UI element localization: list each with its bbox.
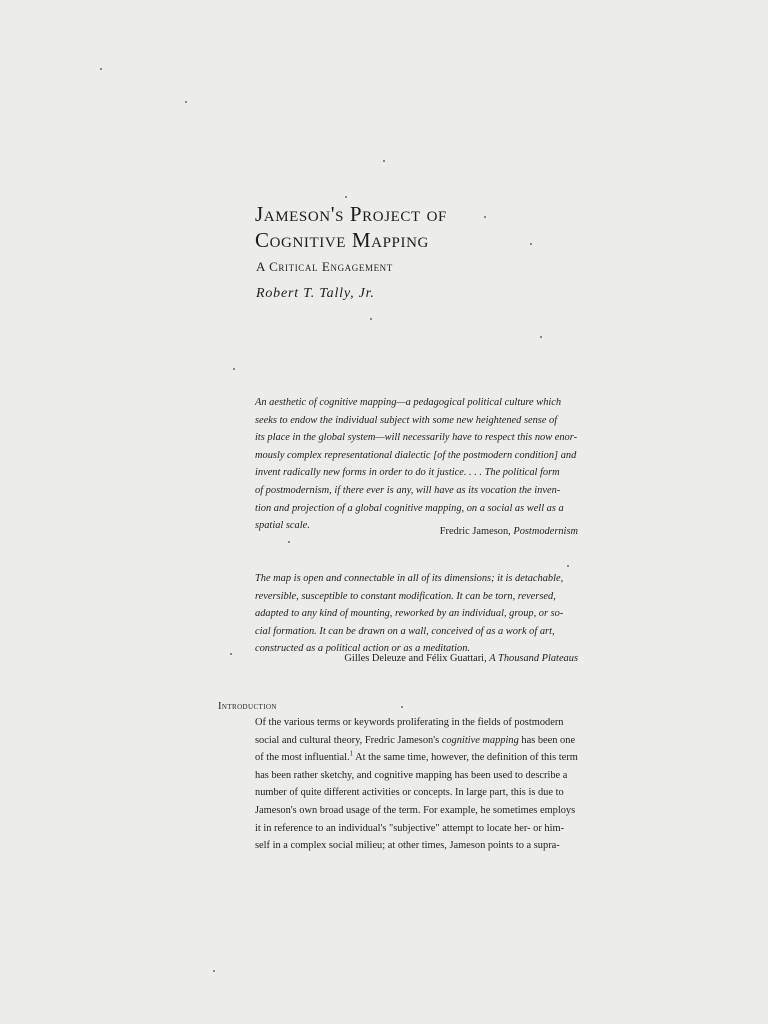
epigraph-line: adapted to any kind of mounting, reworked by an individual, group, or so- (255, 608, 564, 620)
epigraph-line: constructed as a political action or as a meditation. (255, 643, 471, 655)
body-line: Jameson's own broad usage of the term. For example, he sometimes employs (255, 804, 576, 816)
scan-speck (233, 368, 235, 370)
scan-speck (383, 160, 385, 162)
scan-speck (345, 196, 347, 198)
epigraph-line: spatial scale. (255, 520, 310, 532)
body-text-run: social and cultural theory, Fredric Jameson's (255, 734, 442, 746)
scan-speck (530, 243, 532, 245)
body-line: self in a complex social milieu; at other times, Jameson points to a supra- (255, 840, 560, 852)
scan-speck (230, 653, 232, 655)
epigraph-line: tion and projection of a global cognitive mapping, on a social as well as a (255, 502, 564, 514)
article-title-line-2: Cognitive Mapping (255, 228, 429, 252)
body-text-run: At the same time, however, the definition of this term (353, 752, 578, 764)
introduction-body (255, 714, 585, 855)
body-line (255, 749, 585, 767)
scan-speck (185, 101, 187, 103)
epigraph-line: cial formation. It can be drawn on a wall, conceived of as a work of art, (255, 625, 555, 637)
attribution-author: Fredric Jameson, (439, 526, 514, 537)
scan-speck (213, 970, 215, 972)
epigraph-line: seeks to endow the individual subject with some new heightened sense of (255, 414, 558, 426)
attribution-work: Postmodernism (513, 526, 578, 537)
article-subtitle: A Critical Engagement (256, 259, 393, 274)
section-heading-introduction: Introduction (218, 701, 277, 712)
epigraph-line: reversible, susceptible to constant modification. It can be torn, reversed, (255, 590, 556, 602)
scan-speck (288, 541, 290, 543)
scan-speck (484, 216, 486, 218)
body-text-run: of the most influential. (255, 752, 350, 764)
body-line: it in reference to an individual's "subjective" attempt to locate her- or him- (255, 822, 565, 834)
scan-speck (401, 706, 403, 708)
body-line: Of the various terms or keywords proliferating in the fields of postmodern (255, 717, 564, 728)
body-line: number of quite different activities or concepts. In large part, this is due to (255, 787, 564, 799)
epigraph-deleuze-guattari (255, 570, 587, 658)
epigraph-attribution-deleuze-guattari (344, 653, 578, 664)
epigraph-line: its place in the global system—will necessarily have to respect this now enor- (255, 432, 578, 444)
epigraph-attribution-jameson (440, 526, 578, 537)
scan-speck (100, 68, 102, 70)
epigraph-jameson (255, 394, 587, 535)
epigraph-line: of postmodernism, if there ever is any, will have as its vocation the inven- (255, 484, 561, 496)
body-line: has been rather sketchy, and cognitive mapping has been used to describe a (255, 769, 568, 781)
scan-speck (567, 565, 569, 567)
article-author: Robert T. Tally, Jr. (256, 286, 375, 301)
epigraph-line: invent radically new forms in order to do it justice. . . . The political form (255, 467, 560, 479)
body-line (255, 732, 585, 750)
body-text-run: has been one (518, 734, 576, 746)
attribution-work: A Thousand Plateaus (489, 653, 578, 664)
scan-speck (370, 318, 372, 320)
footnote-marker: 1 (349, 749, 354, 758)
article-title-line-1: Jameson's Project of (255, 202, 447, 226)
epigraph-line: mously complex representational dialectic [of the postmodern condition] and (255, 449, 577, 461)
emphasized-term: cognitive mapping (441, 734, 519, 746)
epigraph-line: The map is open and connectable in all of its dimensions; it is detachable, (255, 573, 564, 584)
epigraph-line: An aesthetic of cognitive mapping—a pedagogical political culture which (255, 397, 562, 408)
attribution-author: Gilles Deleuze and Félix Guattari, (344, 653, 490, 664)
scan-speck (540, 336, 542, 338)
